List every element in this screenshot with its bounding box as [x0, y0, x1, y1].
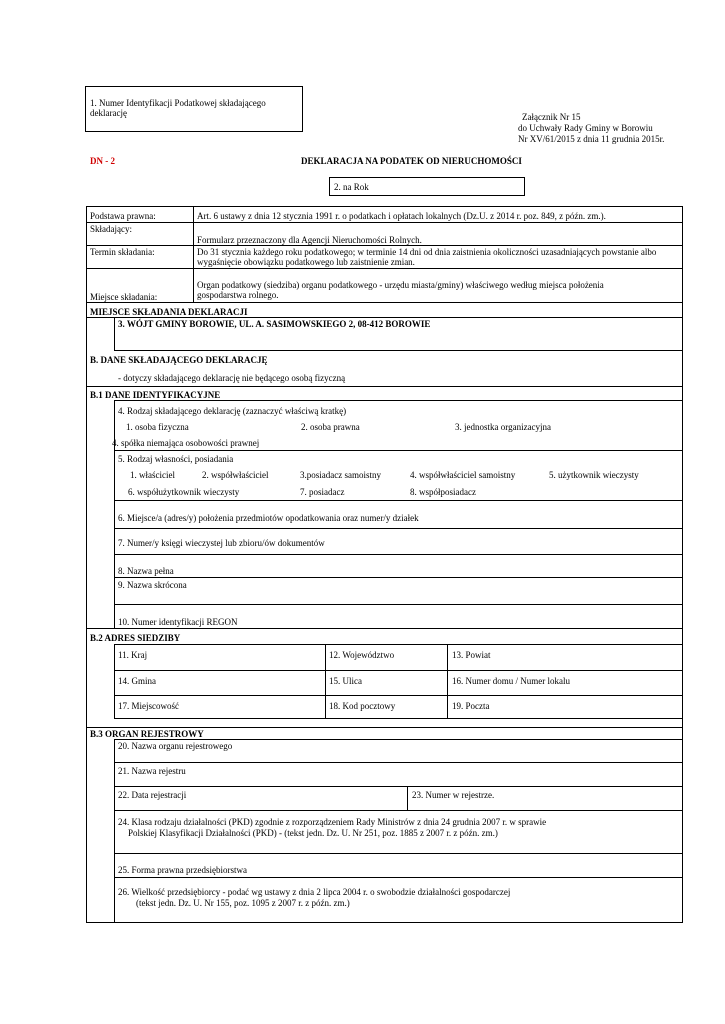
row-divider — [86, 222, 683, 223]
field-4-option-3[interactable]: 3. jednostka organizacyjna — [455, 422, 552, 432]
field-4-option-1[interactable]: 1. osoba fizyczna — [126, 422, 189, 432]
section-b-title: B. DANE SKŁADAJĄCEGO DEKLARACJĘ — [90, 355, 268, 365]
row-divider — [114, 739, 683, 740]
field-8-label[interactable]: 8. Nazwa pełna — [118, 566, 174, 576]
row-divider — [114, 786, 683, 787]
legal-basis-value: Art. 6 ustawy z dnia 12 stycznia 1991 r. o podatkach i opłatach lokalnych (Dz.U. z 2014 r. poz. 849, z późn. zm.). — [197, 211, 606, 221]
row-divider — [86, 268, 683, 269]
attachment-line-2: do Uchwały Rady Gminy w Borowiu — [518, 123, 653, 133]
office-value: 3. WÓJT GMINY BOROWIE, UL. A. SASIMOWSKIEGO 2, 08-412 BOROWIE — [118, 319, 431, 329]
row-divider — [86, 302, 683, 303]
row-divider — [114, 500, 683, 501]
place-value: Organ podatkowy (siedziba) organu podatkowego - urzędu miasta/gminy) właściwego według miejsca położenia gospodarstwa rolnego. — [197, 280, 604, 300]
row-divider — [114, 450, 683, 451]
field-25-label[interactable]: 25. Forma prawna przedsiębiorstwa — [118, 865, 247, 875]
field-22-label[interactable]: 22. Data rejestracji — [118, 790, 187, 800]
field-21-label[interactable]: 21. Nazwa rejestru — [118, 766, 186, 776]
submitter-label: Składający: — [90, 224, 132, 234]
address-grid — [114, 644, 683, 719]
deadline-value: Do 31 stycznia każdego roku podatkowego; w terminie 14 dni od dnia zaistnienia okoliczności uzasadniających powstanie albo wygaśnięcie obowiązku podatkowego lub zaistnienie zmian. — [197, 247, 657, 267]
field-26-line-2: (tekst jedn. Dz. U. Nr 155, poz. 1095 z 2007 r. z późn. zm.) — [136, 898, 350, 908]
col-divider — [325, 644, 326, 719]
field-5-option-8[interactable]: 8. współposiadacz — [410, 487, 476, 497]
field-24-line-1[interactable]: 24. Klasa rodzaju działalności (PKD) zgodnie z rozporządzeniem Rady Ministrów z dnia 24 grudnia 2007 r. w sprawie — [118, 817, 547, 827]
field-5-label: 5. Rodzaj własności, posiadania — [118, 454, 234, 464]
b1-left-border — [114, 400, 115, 628]
nip-label: 1. Numer Identyfikacji Podatkowej składającego deklarację — [90, 98, 266, 118]
field-4-option-2[interactable]: 2. osoba prawna — [301, 422, 360, 432]
field-19-label[interactable]: 19. Poczta — [452, 701, 490, 711]
form-code: DN - 2 — [90, 156, 115, 166]
field-10-label[interactable]: 10. Numer identyfikacji REGON — [118, 617, 238, 627]
row-divider — [114, 762, 683, 763]
section-b-subtitle: - dotyczy składającego deklarację nie będącego osobą fizyczną — [118, 373, 346, 383]
deadline-label: Termin składania: — [90, 247, 155, 257]
row-divider — [114, 528, 683, 529]
row-divider — [114, 877, 683, 878]
field-20-label[interactable]: 20. Nazwa organu rejestrowego — [118, 741, 233, 751]
field-5-option-5[interactable]: 5. użytkownik wieczysty — [549, 470, 639, 480]
section-b2-title: B.2 ADRES SIEDZIBY — [90, 633, 181, 643]
row-divider — [86, 727, 683, 728]
field-26-line-1[interactable]: 26. Wielkość przedsiębiorcy - podać wg ustawy z dnia 2 lipca 2004 r. o swobodzie działalności gospodarczej — [118, 887, 511, 897]
field-5-option-4[interactable]: 4. współwłaściciel samoistny — [410, 470, 516, 480]
b3-left-border — [114, 739, 115, 923]
attachment-line-1: Załącznik Nr 15 — [522, 112, 581, 122]
field-5-option-1[interactable]: 1. właściciel — [130, 470, 175, 480]
field-5-option-2[interactable]: 2. współwłaściciel — [202, 470, 269, 480]
place-label: Miejsce składania: — [90, 292, 158, 302]
section-b3-title: B.3 ORGAN REJESTROWY — [90, 729, 204, 739]
legal-basis-label: Podstawa prawna: — [90, 211, 156, 221]
row-divider — [86, 386, 683, 387]
col-divider — [407, 786, 408, 810]
field-16-label[interactable]: 16. Numer domu / Numer lokalu — [452, 676, 570, 686]
field-12-label[interactable]: 12. Województwo — [329, 650, 395, 660]
section-b1-title: B.1 DANE IDENTYFIKACYJNE — [90, 390, 221, 400]
field-4-label: 4. Rodzaj składającego deklarację (zaznaczyć właściwą kratkę) — [118, 406, 347, 416]
field-5-option-3[interactable]: 3.posiadacz samoistny — [300, 470, 381, 480]
field-5-option-7[interactable]: 7. posiadacz — [300, 487, 345, 497]
field-23-label[interactable]: 23. Numer w rejestrze. — [412, 790, 495, 800]
row-divider — [114, 670, 683, 671]
row-divider — [86, 628, 683, 629]
field-24-line-2: Polskiej Klasyfikacji Działalności (PKD) - (tekst jedn. Dz. U. Nr 251, poz. 1885 z 2007 r. z późn. zm.) — [128, 828, 498, 838]
form-title: DEKLARACJA NA PODATEK OD NIERUCHOMOŚCI — [301, 156, 522, 166]
info-divider — [193, 206, 194, 302]
row-divider — [114, 400, 683, 401]
row-divider — [114, 695, 683, 696]
row-divider — [114, 577, 683, 578]
field-13-label[interactable]: 13. Powiat — [452, 650, 491, 660]
attachment-line-3: Nr XV/61/2015 z dnia 11 grudnia 2015r. — [518, 134, 665, 144]
field-9-label[interactable]: 9. Nazwa skrócona — [118, 580, 187, 590]
col-divider — [447, 644, 448, 719]
field-18-label[interactable]: 18. Kod pocztowy — [329, 701, 396, 711]
field-4-option-4[interactable]: 4. spółka niemająca osobowości prawnej — [112, 438, 260, 448]
submitter-value: Formularz przeznaczony dla Agencji Nieruchomości Rolnych. — [197, 235, 422, 245]
row-divider — [114, 604, 683, 605]
field-15-label[interactable]: 15. Ulica — [329, 676, 362, 686]
field-6-label[interactable]: 6. Miejsce/a (adres/y) położenia przedmiotów opodatkowania oraz numer/y działek — [118, 513, 419, 523]
row-divider — [114, 853, 683, 854]
field-7-label[interactable]: 7. Numer/y księgi wieczystej lub zbioru/ów dokumentów — [118, 538, 325, 548]
row-divider — [114, 554, 683, 555]
field-14-label[interactable]: 14. Gmina — [118, 676, 156, 686]
field-17-label[interactable]: 17. Miejscowość — [118, 701, 179, 711]
section-a-title: MIEJSCE SKŁADANIA DEKLARACJI — [90, 307, 248, 317]
field-11-label[interactable]: 11. Kraj — [118, 650, 148, 660]
row-divider — [86, 245, 683, 246]
year-label: 2. na Rok — [334, 182, 369, 192]
field-5-option-6[interactable]: 6. współużytkownik wieczysty — [128, 487, 240, 497]
row-divider — [114, 810, 683, 811]
